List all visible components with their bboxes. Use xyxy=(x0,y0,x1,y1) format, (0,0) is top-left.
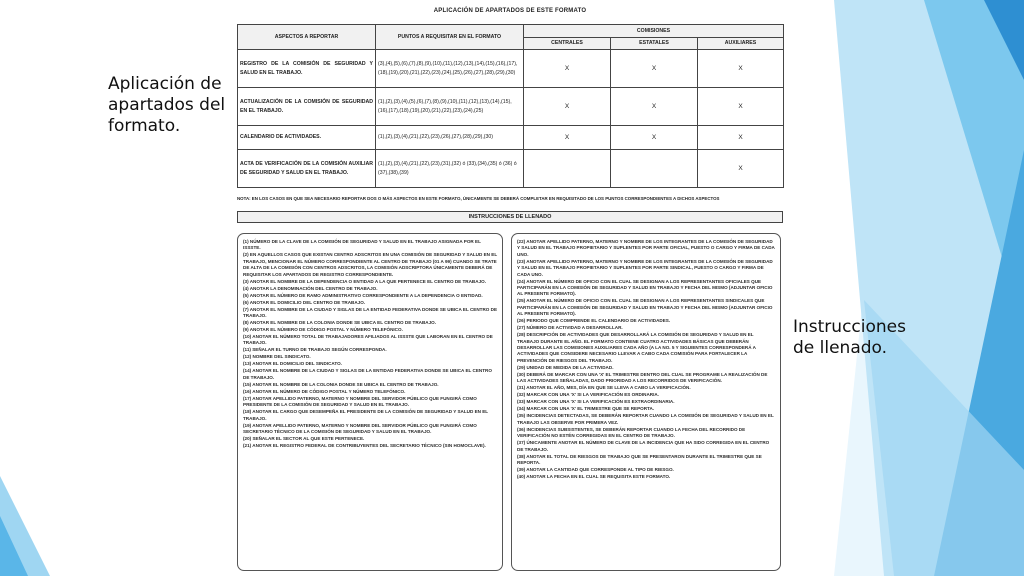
mark-cell: X xyxy=(524,88,611,126)
instruction-item: (3) ANOTAR EL NOMBRE DE LA DEPENDENCIA O ENTIDAD A LA QUE PERTENECE EL CENTRO DE TRABAJO. xyxy=(243,278,486,284)
instruction-item: (21) ANOTAR EL REGISTRO FEDERAL DE CONTRIBUYENTES DEL SECRETARIO TÉCNICO (SIN HOMOCLAVE). xyxy=(243,443,486,449)
instruction-item: (37) ÚNICAMENTE ANOTAR EL NÚMERO DE CLAVE DE LA INCIDENCIA QUE HA SIDO CORREGIDA EN EL CENTRO DE TRABAJO. xyxy=(517,440,770,452)
instruction-item: (13) ANOTAR EL DOMICILIO DEL SINDICATO. xyxy=(243,361,342,367)
instruction-item: (35) INCIDENCIAS DETECTADAS, SE DEBERÁN REPORTAR CUANDO LA COMISIÓN DE SEGURIDAD Y SALUD EN EL TRABAJO LAS OBSERVE POR PRIMERA VEZ. xyxy=(517,413,774,425)
instruction-item: (4) ANOTAR LA DENOMINACIÓN DEL CENTRO DE TRABAJO. xyxy=(243,285,378,291)
instruction-item: (11) SEÑALAR EL TURNO DE TRABAJO SEGÚN CORRESPONDA. xyxy=(243,347,387,353)
instruction-item: (34) MARCAR CON UNA 'X' EL TRIMESTRE QUE SE REPORTA. xyxy=(517,406,655,412)
instruction-item: (31) ANOTAR EL AÑO, MES, DÍA EN QUE SE LLEVA A CABO LA VERIFICACIÓN. xyxy=(517,385,691,391)
mark-cell: X xyxy=(611,88,698,126)
instruction-item: (27) NÚMERO DE ACTIVIDAD A DESARROLLAR. xyxy=(517,325,623,331)
instruction-item: (12) NOMBRE DEL SINDICATO. xyxy=(243,354,311,360)
instruction-item: (5) ANOTAR EL NÚMERO DE RAMO ADMINISTRATIVO CORRESPONDIENTE A LA DEPENDENCIA O ENTIDAD. xyxy=(243,292,483,298)
instructions-left-column xyxy=(237,233,503,571)
instruction-item: (19) ANOTAR APELLIDO PATERNO, MATERNO Y NOMBRE DEL SERVIDOR PÚBLICO QUE FUNGIRÁ COMO SECRETARIO TÉCNICO DE LA COMISIÓN DE SEGURIDAD Y SALUD EN EL TRABAJO. xyxy=(243,422,477,435)
caption-application: Aplicación de apartados del formato. xyxy=(108,74,226,136)
instruction-item: (22) ANOTAR APELLIDO PATERNO, MATERNO Y NOMBRE DE LOS INTEGRANTES DE LA COMISIÓN DE SEGURIDAD Y SALUD EN EL TRABAJO PROPIETARIO Y SUPLENTES POR PARTE OFICIAL, PUESTO O CARGO Y FIRMA DE CADA UNO. xyxy=(517,239,775,257)
table-row xyxy=(238,126,784,150)
mark-cell xyxy=(611,150,698,188)
instruction-item: (30) DEBERÁ DE MARCAR CON UNA 'X' EL TRIMESTRE DENTRO DEL CUAL SE PROGRAME LA REALIZACIÓN DE LAS ACTIVIDADES SEÑALADAS, DADO PRIORIDAD A LOS RECORRIDOS DE VERIFICACIÓN. xyxy=(517,371,768,384)
instruction-item: (1) NÚMERO DE LA CLAVE DE LA COMISIÓN DE SEGURIDAD Y SALUD EN EL TRABAJO ASIGNADA POR EL ISSSTE. xyxy=(243,239,481,251)
instruction-item: (23) ANOTAR APELLIDO PATERNO, MATERNO Y NOMBRE DE LOS INTEGRANTES DE LA COMISIÓN DE SEGURIDAD Y SALUD EN EL TRABAJO PROPIETARIO Y SUPLENTES POR PARTE SINDICAL, PUESTO O CARGO Y FIRMA DE CADA UNO. xyxy=(517,258,773,277)
instruction-item: (24) ANOTAR EL NÚMERO DE OFICIO CON EL CUAL SE DESIGNAN A LOS REPRESENTANTES OFICIALES QUE PARTICIPARÁN EN LA COMISIÓN DE SEGURIDAD Y SALUD EN TRABAJO Y FECHA DEL MISMO (ADJUNTAR OFICIO AL PRESENTE FORMATO). xyxy=(517,278,773,297)
mark-cell: X xyxy=(524,126,611,150)
instruction-item: (40) ANOTAR LA FECHA EN EL CUAL SE REQUISITA ESTE FORMATO. xyxy=(517,473,671,479)
instruction-item: (38) ANOTAR EL TOTAL DE RIESGOS DE TRABAJO QUE SE PRESENTARON DURANTE EL TRIMESTRE QUE SE REPORTA. xyxy=(517,453,762,465)
aspect-cell: ACTA DE VERIFICACIÓN DE LA COMISIÓN AUXILIAR DE SEGURIDAD Y SALUD EN EL TRABAJO. xyxy=(238,150,376,188)
aspect-cell: CALENDARIO DE ACTIVIDADES. xyxy=(238,126,376,150)
points-cell: (1),(2),(3),(4),(21),(22),(23),(31),(32) ó (33),(34),(35) ó (36) ó (37),(38),(39) xyxy=(376,150,524,188)
instruction-item: (15) ANOTAR EL NOMBRE DE LA COLONIA DONDE SE UBICA EL CENTRO DE TRABAJO. xyxy=(243,381,439,387)
instruction-item: (6) ANOTAR EL DOMICILIO DEL CENTRO DE TRABAJO. xyxy=(243,299,366,305)
form-document xyxy=(237,0,783,576)
mark-cell: X xyxy=(524,50,611,88)
points-cell: (1),(2),(3),(4),(21),(22),(23),(26),(27),(28),(29),(30) xyxy=(376,126,524,150)
instruction-item: (14) ANOTAR EL NOMBRE DE LA CIUDAD Y SIGLAS DE LA ENTIDAD FEDERATIVA DONDE SE UBICA EL CENTRO DE TRABAJO. xyxy=(243,368,492,380)
instruction-item: (29) UNIDAD DE MEDIDA DE LA ACTIVIDAD. xyxy=(517,364,614,370)
instruction-item: (33) MARCAR CON UNA 'X' SI LA VERIFICACIÓN ES EXTRAORDINARIA. xyxy=(517,399,675,405)
table-note: NOTA: EN LOS CASOS EN QUE SEA NECESARIO REPORTAR DOS O MÁS ASPECTOS EN ESTE FORMATO, ÚNICAMENTE SE DEBERÁ COMPLETAR EN REQUISITADO DE LOS PUNTOS CORRESPONDIENTES A DICHOS ASPECTOS xyxy=(237,196,720,201)
instruction-item: (20) SEÑALAR EL SECTOR AL QUE ESTE PERTENECE. xyxy=(243,436,365,442)
document-title: APLICACIÓN DE APARTADOS DE ESTE FORMATO xyxy=(433,8,587,14)
instructions-title: INSTRUCCIONES DE LLENADO xyxy=(237,211,783,223)
header-points: PUNTOS A REQUISITAR EN EL FORMATO xyxy=(376,25,524,50)
mark-cell: X xyxy=(611,50,698,88)
aspect-cell: REGISTRO DE LA COMISIÓN DE SEGURIDAD Y SALUD EN EL TRABAJO. xyxy=(238,50,376,88)
column-auxiliares: AUXILIARES xyxy=(698,38,784,50)
instructions-right-column xyxy=(511,233,781,571)
table-row xyxy=(238,50,784,88)
instruction-item: (7) ANOTAR EL NOMBRE DE LA CIUDAD Y SIGLAS DE LA ENTIDAD FEDERATIVA DONDE SE UBICA EL CENTRO DE TRABAJO. xyxy=(243,306,498,319)
mark-cell: X xyxy=(698,88,784,126)
instruction-item: (9) ANOTAR EL NÚMERO DE CÓDIGO POSTAL Y NÚMERO TELEFÓNICO. xyxy=(243,327,403,333)
instruction-item: (26) PERIODO QUE COMPRENDE EL CALENDARIO DE ACTIVIDADES. xyxy=(517,318,671,324)
instruction-item: (18) ANOTAR EL CARGO QUE DESEMPEÑA EL PRESIDENTE DE LA COMISIÓN DE SEGURIDAD Y SALUD EN EL TRABAJO. xyxy=(243,409,489,421)
instruction-item: (36) INCIDENCIAS SUBSISTENTES, SE DEBERÁN REPORTAR CUANDO LA FECHA DEL RECORRIDO DE VERIFICACIÓN NO ESTÉN CORREGIDAS EN EL CENTRO DE TRABAJO. xyxy=(517,426,746,439)
aspects-table xyxy=(237,24,784,188)
header-commissions: COMISIONES xyxy=(524,25,784,38)
instruction-item: (16) ANOTAR EL NÚMERO DE CÓDIGO POSTAL Y NÚMERO TELEFÓNICO. xyxy=(243,388,406,394)
mark-cell: X xyxy=(698,50,784,88)
instruction-item: (28) DESCRIPCIÓN DE ACTIVIDADES QUE DESARROLLARÁ LA COMISIÓN DE SEGURIDAD Y SALUD EN EL TRABAJO DURANTE EL AÑO. EL FORMATO CONTIENE CUATRO ACTIVIDADES BÁSICAS QUE DEBERÁN DESARROLLAR LAS COMISIONES AUXILIARES CADA AÑO (A LA NO. 5 Y SIGUIENTES CORRESPONDERÁ A ACTIVIDADES QUE CONSIDERE NECESARIO LLEVAR A CABO CADA COMISIÓN PARA FORTALECER LA PREVENCIÓN DE RIESGOS DEL TRABAJO. xyxy=(517,332,756,363)
instruction-item: (10) ANOTAR EL NÚMERO TOTAL DE TRABAJADORES AFILIADOS AL ISSSTE QUE LABORAN EN EL CENTRO DE TRABAJO. xyxy=(243,334,493,346)
instruction-item: (2) EN AQUELLOS CASOS QUE EXISTAN CENTRO ADSCRITOS EN UNA COMISIÓN DE SEGURIDAD Y SALUD EN EL TRABAJO, MENCIONAR EL NÚMERO CORRESPONDIENTE AL CENTRO DE TRABAJO (01 A 99) CUANDO SE TRATE DE ALTA DE LA COMISIÓN CON CENTROS ADSCRITOS, LA COMISIÓN ADSCRIPTORA ÚNICAMENTE DEBERÁ DE REQUISITAR LOS APARTADOS DE REGISTRO CORRESPONDIENTE. xyxy=(243,252,498,277)
mark-cell: X xyxy=(698,126,784,150)
column-estatales: ESTATALES xyxy=(611,38,698,50)
table-row xyxy=(238,88,784,126)
points-cell: (1),(2),(3),(4),(5),(6),(7),(8),(9),(10),(11),(12),(13),(14),(15),(16),(17),(18),(19),(20),(21),(22),(23),(24),(25) xyxy=(376,88,524,126)
caption-instructions: Instrucciones de llenado. xyxy=(793,317,906,358)
mark-cell xyxy=(524,150,611,188)
instruction-item: (17) ANOTAR APELLIDO PATERNO, MATERNO Y NOMBRE DEL SERVIDOR PÚBLICO QUE FUNGIRÁ COMO PRESIDENTE DE LA COMISIÓN DE SEGURIDAD Y SALUD EN EL TRABAJO. xyxy=(243,395,477,408)
instruction-item: (25) ANOTAR EL NÚMERO DE OFICIO CON EL CUAL SE DESIGNAN A LOS REPRESENTANTES SINDICALES QUE PARTICIPARÁN EN LA COMISIÓN DE SEGURIDAD Y SALUD EN TRABAJO Y FECHA DEL MISMO (ADJUNTAR OFICIO AL PRESENTE FORMATO). xyxy=(517,298,773,317)
header-aspects: ASPECTOS A REPORTAR xyxy=(238,25,376,50)
instruction-item: (8) ANOTAR EL NOMBRE DE LA COLONIA DONDE SE UBICA EL CENTRO DE TRABAJO. xyxy=(243,320,437,326)
mark-cell: X xyxy=(698,150,784,188)
table-row xyxy=(238,150,784,188)
instruction-item: (32) MARCAR CON UNA 'X' SI LA VERIFICACIÓN ES ORDINARIA. xyxy=(517,392,659,398)
decorative-blue-facets xyxy=(774,0,1024,576)
aspect-cell: ACTUALIZACIÓN DE LA COMISIÓN DE SEGURIDAD EN EL TRABAJO. xyxy=(238,88,376,126)
decorative-corner-facet xyxy=(0,446,70,576)
mark-cell: X xyxy=(611,126,698,150)
column-centrales: CENTRALES xyxy=(524,38,611,50)
instruction-item: (39) ANOTAR LA CANTIDAD QUE CORRESPONDE AL TIPO DE RIESGO. xyxy=(517,466,674,472)
points-cell: (3),(4),(5),(6),(7),(8),(9),(10),(11),(12),(13),(14),(15),(16),(17),(18),(19),(20),(21),(22),(23),(24),(25),(26),(27),(28),(29),(30) xyxy=(376,50,524,88)
